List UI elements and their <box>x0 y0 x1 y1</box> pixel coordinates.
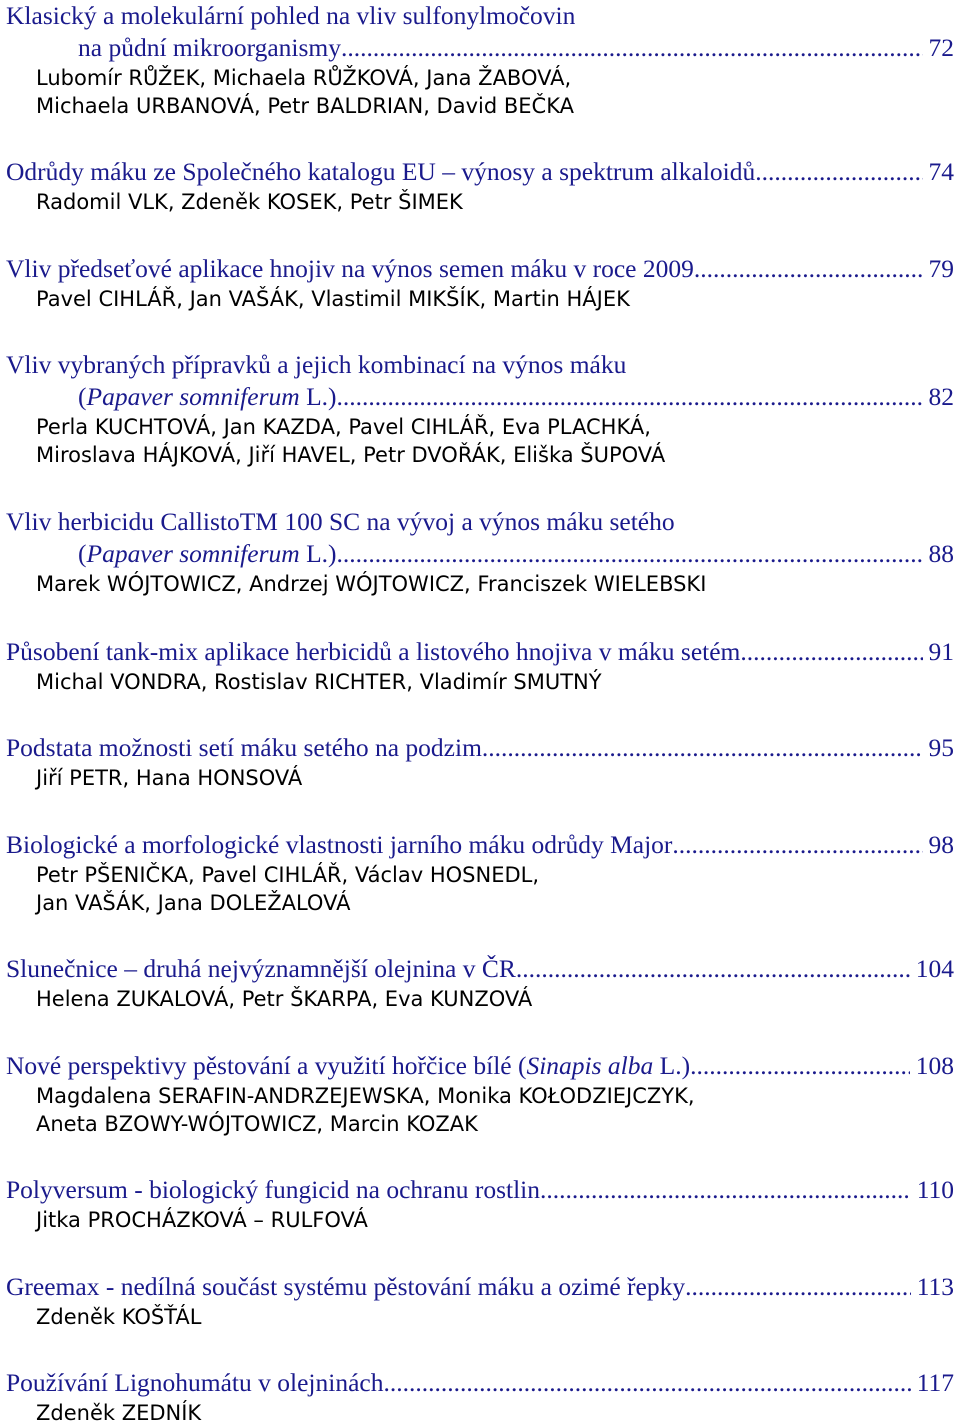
entry-authors: Zdeněk KOŠŤÁL <box>36 1305 202 1329</box>
dot-leader <box>516 953 910 985</box>
dot-leader <box>672 829 922 861</box>
dot-leader <box>685 1271 911 1303</box>
latin-name: Papaver somniferum <box>86 382 300 411</box>
toc-entry <box>0 1050 960 1138</box>
entry-title[interactable] <box>0 1174 960 1206</box>
entry-title-continuation[interactable] <box>0 32 960 64</box>
page-number[interactable]: 82 <box>928 382 954 411</box>
entry-authors: Helena ZUKALOVÁ, Petr ŠKARPA, Eva KUNZOVÁ <box>36 987 533 1011</box>
toc-entry <box>0 1271 960 1331</box>
toc-entry <box>0 732 960 792</box>
entry-title[interactable] <box>0 829 960 861</box>
latin-name: Papaver somniferum <box>86 539 300 568</box>
entry-title-text[interactable]: Vliv předseťové aplikace hnojiv na výnos semen máku v roce 2009 <box>6 254 694 283</box>
dot-leader <box>690 1050 910 1082</box>
entry-authors: Zdeněk ZEDNÍK <box>36 1401 202 1425</box>
page-number[interactable]: 110 <box>916 1175 954 1204</box>
latin-name: Sinapis alba <box>526 1051 654 1080</box>
page-number[interactable]: 79 <box>928 254 954 283</box>
page-number[interactable]: 98 <box>928 830 954 859</box>
toc-entry <box>0 1367 960 1427</box>
entry-title[interactable] <box>0 349 960 381</box>
entry-title[interactable] <box>0 1050 960 1082</box>
entry-authors: Jitka PROCHÁZKOVÁ – RULFOVÁ <box>36 1208 368 1232</box>
entry-title[interactable] <box>0 953 960 985</box>
entry-title-text[interactable]: Odrůdy máku ze Společného katalogu EU – výnosy a spektrum alkaloidů <box>6 157 756 186</box>
entry-authors: Petr PŠENIČKA, Pavel CIHLÁŘ, Václav HOSNEDL, <box>36 863 540 887</box>
toc-entry <box>0 829 960 917</box>
entry-title-continuation[interactable] <box>0 381 960 413</box>
dot-leader <box>383 1367 910 1399</box>
entry-authors: Michaela URBANOVÁ, Petr BALDRIAN, David BEČKA <box>36 94 574 118</box>
dot-leader <box>341 32 922 64</box>
entry-authors: Miroslava HÁJKOVÁ, Jiří HAVEL, Petr DVOŘÁK, Eliška ŠUPOVÁ <box>36 443 666 467</box>
dot-leader <box>694 253 923 285</box>
entry-authors: Radomil VLK, Zdeněk KOSEK, Petr ŠIMEK <box>36 190 463 214</box>
entry-title[interactable] <box>0 0 960 32</box>
entry-title-text[interactable]: Podstata možnosti setí máku setého na podzim <box>6 733 482 762</box>
entry-title-text[interactable]: Klasický a molekulární pohled na vliv sulfonylmočovin <box>6 1 576 30</box>
entry-authors: Magdalena SERAFIN-ANDRZEJEWSKA, Monika KOŁODZIEJCZYK, <box>36 1084 695 1108</box>
entry-title-text[interactable]: Vliv vybraných přípravků a jejich kombinací na výnos máku <box>6 350 627 379</box>
entry-authors: Jiří PETR, Hana HONSOVÁ <box>36 766 303 790</box>
page-number[interactable]: 95 <box>928 733 954 762</box>
toc-entry <box>0 506 960 598</box>
entry-title-text[interactable]: Nové perspektivy pěstování a využití hořčice bílé (Sinapis alba L.) <box>6 1051 691 1080</box>
entry-title[interactable] <box>0 1367 960 1399</box>
entry-authors: Pavel CIHLÁŘ, Jan VAŠÁK, Vlastimil MIKŠÍK, Martin HÁJEK <box>36 287 630 311</box>
entry-title-text[interactable]: Vliv herbicidu CallistoTM 100 SC na vývoj a výnos máku setého <box>6 507 675 536</box>
entry-authors: Aneta BZOWY-WÓJTOWICZ, Marcin KOZAK <box>36 1112 478 1136</box>
toc-entry <box>0 636 960 696</box>
dot-leader <box>740 636 922 668</box>
entry-authors: Michal VONDRA, Rostislav RICHTER, Vladimír SMUTNÝ <box>36 670 602 694</box>
page-number[interactable]: 74 <box>928 157 954 186</box>
page-number[interactable]: 108 <box>915 1051 954 1080</box>
entry-authors: Lubomír RŮŽEK, Michaela RŮŽKOVÁ, Jana ŽABOVÁ, <box>36 66 572 90</box>
toc-entry <box>0 349 960 469</box>
page-number[interactable]: 113 <box>916 1272 954 1301</box>
entry-title-text[interactable]: Greemax - nedílná součást systému pěstování máku a ozimé řepky <box>6 1272 686 1301</box>
dot-leader <box>540 1174 911 1206</box>
entry-title-text[interactable]: Slunečnice – druhá nejvýznamnější olejnina v ČR <box>6 954 516 983</box>
entry-title-text[interactable]: Používání Lignohumátu v olejninách <box>6 1368 384 1397</box>
page-number[interactable]: 72 <box>928 33 954 62</box>
dot-leader <box>337 538 923 570</box>
page-number[interactable]: 117 <box>916 1368 954 1397</box>
entry-title-text[interactable]: na půdní mikroorganismy <box>78 33 342 62</box>
toc-entry <box>0 0 960 120</box>
dot-leader <box>482 732 923 764</box>
dot-leader <box>755 156 922 188</box>
page-number[interactable]: 91 <box>928 637 954 666</box>
toc-entry <box>0 1174 960 1234</box>
entry-title-text[interactable]: Působení tank-mix aplikace herbicidů a listového hnojiva v máku setém <box>6 637 741 666</box>
dot-leader <box>337 381 923 413</box>
entry-title[interactable] <box>0 636 960 668</box>
entry-title[interactable] <box>0 253 960 285</box>
entry-title[interactable] <box>0 156 960 188</box>
entry-title[interactable] <box>0 506 960 538</box>
entry-authors: Perla KUCHTOVÁ, Jan KAZDA, Pavel CIHLÁŘ, Eva PLACHKÁ, <box>36 415 651 439</box>
entry-title-text[interactable]: Biologické a morfologické vlastnosti jarního máku odrůdy Major <box>6 830 673 859</box>
entry-title[interactable] <box>0 732 960 764</box>
entry-authors: Jan VAŠÁK, Jana DOLEŽALOVÁ <box>36 891 351 915</box>
entry-title[interactable] <box>0 1271 960 1303</box>
entry-title-continuation[interactable] <box>0 538 960 570</box>
toc-entry <box>0 253 960 313</box>
entry-title-text[interactable]: Polyversum - biologický fungicid na ochranu rostlin <box>6 1175 540 1204</box>
entry-title-text[interactable]: (Papaver somniferum L.) <box>78 539 337 568</box>
entry-title-text[interactable]: (Papaver somniferum L.) <box>78 382 337 411</box>
entry-authors: Marek WÓJTOWICZ, Andrzej WÓJTOWICZ, Franciszek WIELEBSKI <box>36 572 707 596</box>
toc-entry <box>0 156 960 216</box>
toc-entry <box>0 953 960 1013</box>
page-number[interactable]: 104 <box>915 954 954 983</box>
page-number[interactable]: 88 <box>928 539 954 568</box>
